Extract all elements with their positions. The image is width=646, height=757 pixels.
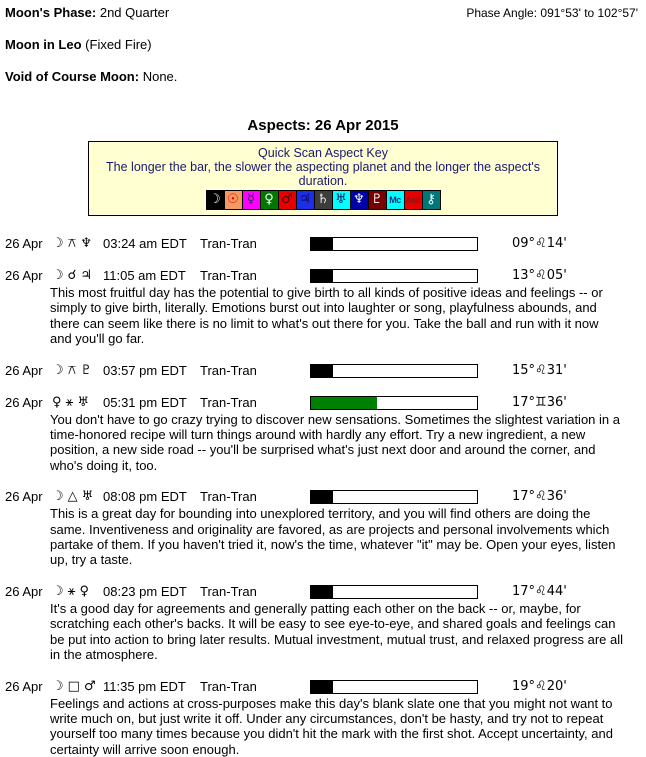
aspect-block	[5, 488, 641, 568]
aspect-description: This is a great day for bounding into unexplored territory, and you will find others are doing the same. Inventiveness and originality are favored, as are projects and personal involvements which partake of them. If you haven't tried it, now's the time, whatever "it" may be. Open your eyes, listen up, try a taste.	[50, 506, 623, 568]
key-icon-pluto: ♇	[369, 191, 386, 209]
aspect-list	[5, 235, 641, 757]
planet1-glyph: ♀	[52, 395, 62, 410]
duration-bar	[310, 680, 478, 694]
aspect-time: 11:05 am EDT	[103, 268, 200, 283]
aspect-date: 26 Apr	[5, 395, 52, 410]
duration-bar	[310, 585, 478, 599]
aspect-type: Tran-Tran	[200, 679, 310, 694]
aspect-position: 17°♌44'	[512, 584, 567, 599]
quick-scan-key-box	[88, 141, 558, 216]
aspect-block	[5, 394, 641, 474]
aspect-type: Tran-Tran	[200, 489, 310, 504]
planet2-glyph: ♇	[80, 363, 92, 378]
aspect-row	[5, 267, 641, 284]
key-icon-saturn: ♄	[315, 191, 332, 209]
planet2-glyph: ♃	[80, 268, 92, 283]
planet1-glyph: ☽	[52, 236, 64, 251]
key-icon-chiron: ⚷	[423, 191, 440, 209]
planet1-glyph: ☽	[52, 268, 64, 283]
key-icon-mc: Mc	[387, 191, 404, 209]
aspect-block	[5, 267, 641, 347]
aspect-symbols	[52, 679, 103, 694]
aspects-title: Aspects: 26 Apr 2015	[5, 117, 641, 134]
aspect-glyph: □	[68, 679, 80, 694]
aspect-time: 03:57 pm EDT	[103, 363, 200, 378]
key-icon-sun: ☉	[225, 191, 242, 209]
key-icon-asc: Asc	[405, 191, 422, 209]
moons-phase-value: 2nd Quarter	[100, 5, 169, 20]
aspect-description: This most fruitful day has the potential to give birth to all kinds of positive ideas and feelings -- or simply to give birth, literally. Emotions burst out into laughter or song, playfulness abounds, and there can seem like there is no limit to what's out there for you. Take the ball and run with it now and you'll go far.	[50, 285, 623, 347]
aspect-date: 26 Apr	[5, 236, 52, 251]
key-icon-moon: ☽	[207, 191, 224, 209]
void-of-course-value: None.	[143, 69, 178, 84]
aspect-position: 19°♌20'	[512, 679, 567, 694]
planet-key-strip	[206, 190, 441, 210]
duration-bar	[310, 364, 478, 378]
aspect-position: 17°♌36'	[512, 489, 567, 504]
void-of-course-line	[5, 69, 641, 84]
key-subtitle: The longer the bar, the slower the aspecting planet and the longer the aspect's duration.	[89, 160, 557, 188]
aspect-time: 03:24 am EDT	[103, 236, 200, 251]
aspect-time: 11:35 pm EDT	[103, 679, 200, 694]
moons-phase-label: Moon's Phase:	[5, 5, 96, 20]
duration-bar-fill	[311, 681, 333, 693]
duration-bar	[310, 269, 478, 283]
key-icon-neptune: ♆	[351, 191, 368, 209]
key-icon-venus: ♀	[261, 191, 278, 209]
aspect-position: 09°♌14'	[512, 236, 567, 251]
aspect-glyph: ⚻	[68, 236, 77, 251]
duration-bar-fill	[311, 365, 333, 377]
aspect-description: You don't have to go crazy trying to discover new sensations. Sometimes the slightest variation in a time-honored recipe will turn things around with hardly any effort. Try a new ingredient, a new position, a new side road -- you'll be surprised what's just next door and around the corner, and who's doing it, too.	[50, 412, 623, 474]
aspect-glyph: ⚹	[68, 584, 76, 599]
moon-sign-label: Moon in Leo	[5, 37, 82, 52]
aspect-glyph: ⚹	[66, 395, 74, 410]
aspect-position: 15°♌31'	[512, 363, 567, 378]
aspect-block	[5, 583, 641, 663]
planet1-glyph: ☽	[52, 363, 64, 378]
aspect-time: 08:08 pm EDT	[103, 489, 200, 504]
aspect-description: Feelings and actions at cross-purposes make this day's blank slate one that you might not want to write much on, but just write it off. Under any circumstances, don't be hasty, and try not to repeat yourself too many times because you didn't hit the mark with the first shot. Accept uncertainty, and certainty will arrive soon enough.	[50, 696, 623, 757]
aspect-glyph: ⚻	[68, 363, 77, 378]
key-icon-uranus: ♅	[333, 191, 350, 209]
duration-bar	[310, 396, 478, 410]
duration-bar-fill	[311, 491, 333, 503]
aspect-symbols	[52, 584, 103, 599]
void-of-course-label: Void of Course Moon:	[5, 69, 139, 84]
aspect-block	[5, 678, 641, 757]
planet1-glyph: ☽	[52, 489, 64, 504]
duration-bar-fill	[311, 397, 377, 409]
planet2-glyph: ♀	[79, 584, 89, 599]
planet2-glyph: ♅	[77, 395, 89, 410]
phase-angle-line	[466, 5, 641, 20]
aspect-row	[5, 394, 641, 411]
key-icon-mars: ♂	[279, 191, 296, 209]
aspect-symbols	[52, 236, 103, 251]
aspect-row	[5, 583, 641, 600]
aspect-row	[5, 235, 641, 252]
moon-sign-line	[5, 37, 641, 52]
aspect-type: Tran-Tran	[200, 363, 310, 378]
duration-bar	[310, 490, 478, 504]
key-icon-mercury: ☿	[243, 191, 260, 209]
aspect-type: Tran-Tran	[200, 584, 310, 599]
planet2-glyph: ♆	[80, 236, 92, 251]
aspect-date: 26 Apr	[5, 268, 52, 283]
aspect-symbols	[52, 395, 103, 410]
aspect-symbols	[52, 268, 103, 283]
aspect-symbols	[52, 489, 103, 504]
duration-bar-fill	[311, 238, 333, 250]
planet2-glyph: ♂	[84, 679, 96, 694]
aspect-date: 26 Apr	[5, 584, 52, 599]
aspect-time: 08:23 pm EDT	[103, 584, 200, 599]
phase-angle-label: Phase Angle:	[466, 6, 537, 20]
aspect-time: 05:31 pm EDT	[103, 395, 200, 410]
duration-bar-fill	[311, 270, 333, 282]
aspect-date: 26 Apr	[5, 363, 52, 378]
aspect-glyph: ☌	[68, 268, 77, 283]
key-icon-jupiter: ♃	[297, 191, 314, 209]
aspect-date: 26 Apr	[5, 679, 52, 694]
aspect-description: It's a good day for agreements and generally patting each other on the back -- or, maybe, for scratching each other's backs. It will be easy to see eye-to-eye, and shared goals and feelings can be put into action to bring later results. Mutual investment, mutual trust, and relaxed progress are all in the atmosphere.	[50, 601, 623, 663]
aspect-row	[5, 362, 641, 379]
duration-bar	[310, 237, 478, 251]
key-title: Quick Scan Aspect Key	[89, 146, 557, 160]
aspect-block	[5, 235, 641, 252]
duration-bar-fill	[311, 586, 333, 598]
planet1-glyph: ☽	[52, 679, 64, 694]
aspect-position: 13°♌05'	[512, 268, 567, 283]
aspect-symbols	[52, 363, 103, 378]
aspect-row	[5, 678, 641, 695]
aspect-type: Tran-Tran	[200, 236, 310, 251]
aspect-type: Tran-Tran	[200, 395, 310, 410]
moons-phase-line	[5, 5, 169, 20]
moon-sign-value: (Fixed Fire)	[85, 37, 151, 52]
planet1-glyph: ☽	[52, 584, 64, 599]
aspect-glyph: △	[68, 489, 78, 504]
aspect-row	[5, 488, 641, 505]
aspect-block	[5, 362, 641, 379]
phase-angle-value: 091°53' to 102°57'	[540, 6, 638, 20]
aspect-type: Tran-Tran	[200, 268, 310, 283]
planet2-glyph: ♅	[82, 489, 94, 504]
aspect-position: 17°♊36'	[512, 395, 567, 410]
aspect-date: 26 Apr	[5, 489, 52, 504]
